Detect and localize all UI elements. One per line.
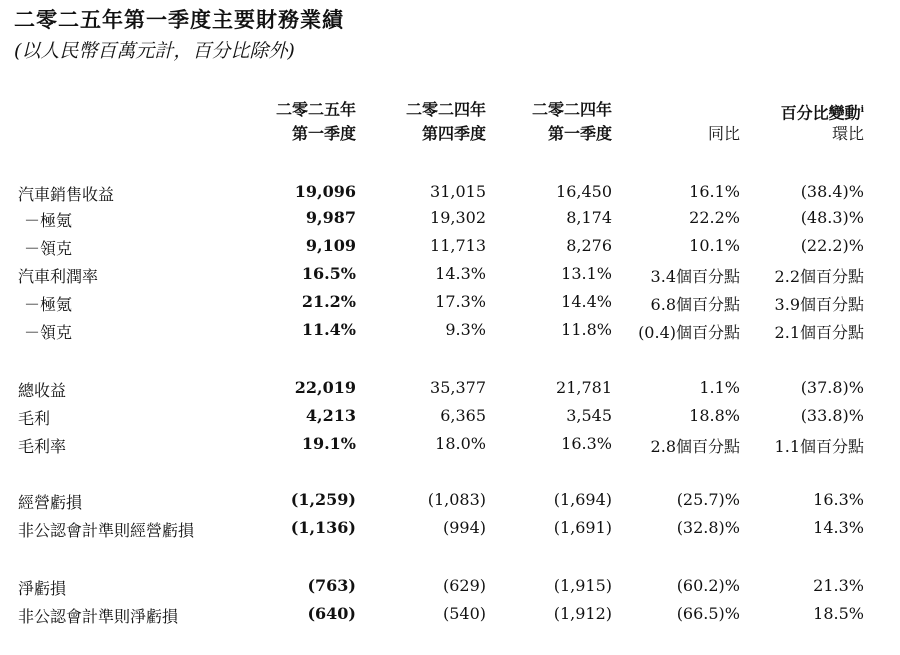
cell-yoy: 3.4個百分點	[650, 267, 740, 286]
cell-qoq: (33.8)%	[800, 406, 864, 425]
cell-2024q1: 3,545	[566, 406, 612, 425]
cell-2024q1: (1,915)	[553, 576, 612, 595]
cell-2025q1: 19.1%	[301, 434, 356, 453]
col3-header-line2: 第一季度	[547, 124, 612, 143]
table-row	[0, 490, 900, 516]
cell-2025q1: 4,213	[305, 406, 356, 425]
change-header-footnote: i	[860, 105, 864, 115]
col2-header	[406, 98, 486, 146]
cell-2024q4: 17.3%	[435, 292, 486, 311]
cell-2024q4: 35,377	[430, 378, 486, 397]
col1-header-line2: 第一季度	[291, 124, 356, 143]
table-row	[0, 320, 900, 346]
row-label: 總收益	[18, 381, 67, 400]
cell-qoq: 21.3%	[813, 576, 864, 595]
cell-yoy: 10.1%	[689, 236, 740, 255]
cell-2025q1: 9,109	[305, 236, 356, 255]
cell-yoy: (25.7)%	[676, 490, 740, 509]
cell-qoq: (38.4)%	[800, 182, 864, 201]
table-row	[0, 236, 900, 262]
table-row	[0, 576, 900, 602]
cell-2024q1: (1,691)	[553, 518, 612, 537]
cell-2025q1: (1,136)	[290, 518, 356, 537]
cell-qoq: 1.1個百分點	[774, 437, 864, 456]
col1-header	[276, 98, 356, 146]
table-row	[0, 434, 900, 460]
table-row	[0, 292, 900, 318]
cell-2024q1: 8,174	[566, 208, 612, 227]
table-row	[0, 406, 900, 432]
cell-yoy: 16.1%	[689, 182, 740, 201]
cell-2024q4: 11,713	[430, 236, 486, 255]
cell-2024q1: 13.1%	[561, 264, 612, 283]
cell-yoy: 6.8個百分點	[650, 295, 740, 314]
cell-2024q4: 14.3%	[435, 264, 486, 283]
table-row	[0, 182, 900, 208]
row-label: 非公認會計準則淨虧損	[18, 607, 179, 626]
row-label: 毛利	[18, 409, 51, 428]
table-row	[0, 518, 900, 544]
cell-qoq: (22.2)%	[800, 236, 864, 255]
cell-2024q4: (629)	[442, 576, 486, 595]
cell-2025q1: 22,019	[294, 378, 356, 397]
cell-2025q1: (640)	[307, 604, 356, 623]
cell-2024q4: (994)	[442, 518, 486, 537]
cell-2024q1: (1,912)	[553, 604, 612, 623]
cell-2025q1: 9,987	[305, 208, 356, 227]
row-label: －領克	[24, 323, 73, 342]
cell-qoq: (37.8)%	[800, 378, 864, 397]
cell-2024q1: 11.8%	[561, 320, 612, 339]
cell-2024q1: 16,450	[556, 182, 612, 201]
row-label: －領克	[24, 239, 73, 258]
row-label: 汽車銷售收益	[18, 185, 115, 204]
cell-yoy: (60.2)%	[676, 576, 740, 595]
cell-yoy: 1.1%	[699, 378, 740, 397]
cell-2025q1: (763)	[307, 576, 356, 595]
col3-header	[532, 98, 612, 146]
table-row	[0, 604, 900, 630]
cell-qoq: 16.3%	[813, 490, 864, 509]
col3-header-line1: 二零二四年	[531, 100, 612, 119]
cell-2024q4: (1,083)	[427, 490, 486, 509]
cell-qoq: 18.5%	[813, 604, 864, 623]
row-label: 淨虧損	[18, 579, 67, 598]
cell-yoy: (32.8)%	[676, 518, 740, 537]
table-row	[0, 208, 900, 234]
row-label: －極氪	[24, 295, 73, 314]
cell-qoq: 2.1個百分點	[774, 323, 864, 342]
cell-2024q4: 9.3%	[445, 320, 486, 339]
row-label: －極氪	[24, 211, 73, 230]
cell-2025q1: 11.4%	[301, 320, 356, 339]
cell-2024q1: 8,276	[566, 236, 612, 255]
cell-2024q4: 18.0%	[435, 434, 486, 453]
cell-2024q1: 16.3%	[561, 434, 612, 453]
cell-2024q1: (1,694)	[553, 490, 612, 509]
table-row	[0, 378, 900, 404]
table-row	[0, 264, 900, 290]
cell-2025q1: (1,259)	[290, 490, 356, 509]
cell-qoq: 3.9個百分點	[774, 295, 864, 314]
cell-2024q4: 31,015	[430, 182, 486, 201]
cell-2024q1: 14.4%	[561, 292, 612, 311]
cell-yoy: 18.8%	[689, 406, 740, 425]
row-label: 汽車利潤率	[18, 267, 99, 286]
cell-2025q1: 16.5%	[301, 264, 356, 283]
cell-yoy: 2.8個百分點	[650, 437, 740, 456]
yoy-header: 同比	[707, 124, 740, 143]
row-label: 經營虧損	[18, 493, 83, 512]
page-title: 二零二五年第一季度主要財務業績	[14, 7, 344, 32]
cell-yoy: 22.2%	[689, 208, 740, 227]
page-subtitle: (以人民幣百萬元計，百分比除外)	[14, 40, 295, 62]
cell-qoq: 14.3%	[813, 518, 864, 537]
change-header-label: 百分比變動	[780, 103, 861, 123]
col1-header-line1: 二零二五年	[275, 100, 356, 119]
col2-header-line2: 第四季度	[421, 124, 486, 143]
cell-2024q1: 21,781	[556, 378, 612, 397]
cell-2024q4: 19,302	[430, 208, 486, 227]
cell-yoy: (0.4)個百分點	[638, 323, 740, 342]
cell-2024q4: 6,365	[440, 406, 486, 425]
cell-2025q1: 21.2%	[301, 292, 356, 311]
row-label: 毛利率	[18, 437, 67, 456]
cell-2024q4: (540)	[442, 604, 486, 623]
cell-qoq: (48.3)%	[800, 208, 864, 227]
cell-qoq: 2.2個百分點	[774, 267, 864, 286]
cell-2025q1: 19,096	[294, 182, 356, 201]
row-label: 非公認會計準則經營虧損	[18, 521, 195, 540]
cell-yoy: (66.5)%	[676, 604, 740, 623]
col2-header-line1: 二零二四年	[405, 100, 486, 119]
qoq-header: 環比	[831, 124, 864, 143]
